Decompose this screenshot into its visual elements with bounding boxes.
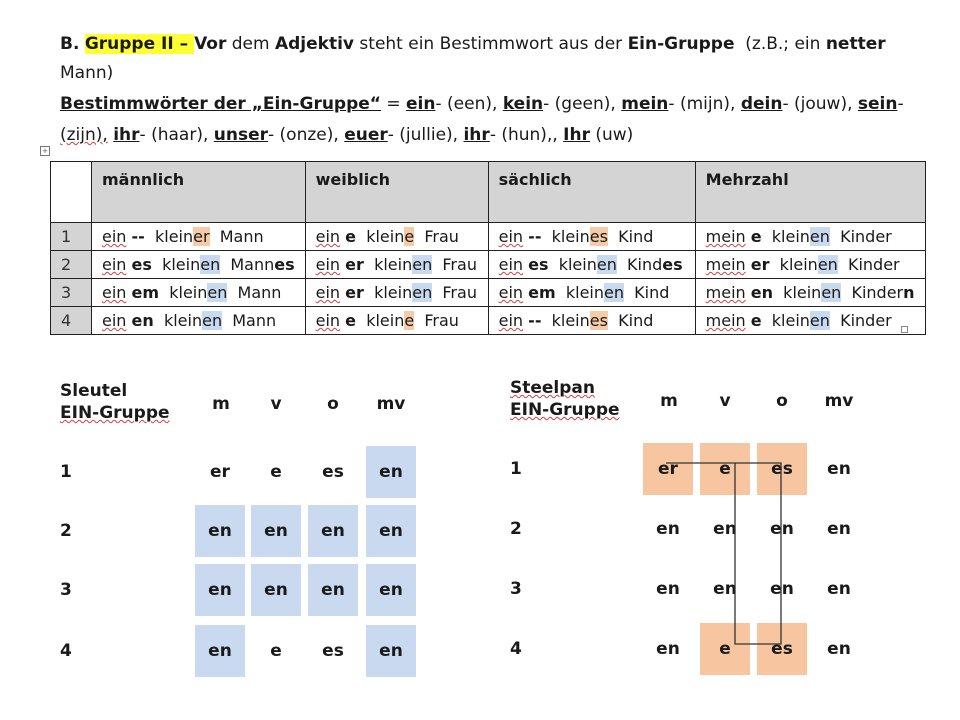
adjective: klein (169, 283, 208, 302)
adjective-ending: en (809, 227, 830, 246)
example-ein: ein (794, 34, 821, 54)
header-feminine: weiblich (305, 162, 488, 223)
word-mein: mein (621, 94, 669, 114)
noun: Frau (442, 283, 477, 302)
key-right-cell: en (656, 639, 680, 659)
key-right-cell: en (656, 519, 680, 539)
noun: Kind (634, 283, 670, 302)
key-right-cell: es (757, 623, 807, 675)
adjective-ending: e (404, 227, 415, 246)
key-left-cell: en (366, 446, 416, 498)
determiner: ein (315, 255, 341, 274)
determiner-ending: es (528, 255, 549, 274)
adjective-ending: en (412, 255, 433, 274)
key-left-header-mv: mv (376, 394, 406, 414)
key-left-cell: e (270, 641, 282, 661)
determiner-ending: er (345, 283, 364, 302)
determiner: ein (498, 311, 524, 330)
row-number: 4 (51, 307, 92, 335)
key-left-title-line2: EIN-Gruppe (60, 403, 170, 423)
adjective: klein (771, 311, 810, 330)
noun: Frau (424, 311, 459, 330)
intro-line-4: (zijn), ihr- (haar), unser- (onze), euer- (jullie), ihr- (hun),, Ihr (uw) (60, 125, 634, 145)
adjective-ending: er (193, 227, 210, 246)
adjective: klein (551, 311, 590, 330)
key-left-title-line1: Sleutel (60, 381, 128, 401)
word-sein: sein (857, 94, 898, 114)
adjective-ending: e (404, 311, 415, 330)
key-left-row-number: 3 (60, 580, 72, 600)
determiner: mein (705, 311, 746, 330)
key-right-cell: en (656, 579, 680, 599)
words-heading: Bestimmwörter der „Ein-Gruppe“ (60, 94, 381, 114)
group-label: Gruppe II – (85, 34, 194, 54)
determiner: ein (315, 227, 341, 246)
key-left-cell: en (308, 564, 358, 616)
determiner-ending: er (750, 255, 770, 274)
word-uw: (uw) (595, 125, 634, 145)
key-right-cell: en (827, 519, 851, 539)
key-left-cell: en (251, 505, 301, 557)
noun: Frau (442, 255, 477, 274)
key-left-cell: en (251, 564, 301, 616)
key-left-header-o: o (327, 394, 339, 414)
adjective: klein (558, 255, 597, 274)
example-open: (z.B.; (745, 34, 790, 54)
key-left-cell: en (366, 625, 416, 677)
determiner-ending: e (345, 227, 357, 246)
key-right-cell: en (770, 579, 794, 599)
adjective-ending: en (596, 255, 617, 274)
adjective: klein (771, 227, 810, 246)
noun: Kind (627, 255, 663, 274)
key-left-header-v: v (270, 394, 282, 414)
word-geen: - (geen), (543, 94, 616, 114)
key-right-cell: es (757, 443, 807, 495)
noun: Kinder (840, 311, 892, 330)
determiner-ending: -- (528, 311, 542, 330)
key-right-cell: en (827, 459, 851, 479)
word-mijn: - (mijn), (668, 94, 736, 114)
word-euer: euer (344, 125, 388, 145)
word-hun: - (hun), (489, 125, 553, 145)
word-een: - (een), (435, 94, 498, 114)
word-sein-dash: - (897, 94, 904, 114)
key-right-cell: en (770, 519, 794, 539)
determiner: ein (102, 283, 127, 302)
noun: Mann (232, 311, 277, 330)
key-right-row-number: 4 (510, 639, 522, 659)
adjective-ending: en (817, 255, 838, 274)
adjective: klein (374, 255, 413, 274)
determiner-ending: e (345, 311, 357, 330)
adjective: klein (154, 227, 194, 246)
adjective-ending: en (200, 255, 221, 274)
adjective: klein (374, 283, 413, 302)
word-ein: ein (406, 94, 436, 114)
adjective: klein (783, 283, 822, 302)
key-left-cell: en (195, 625, 245, 677)
adjective: klein (565, 283, 605, 302)
determiner-ending: e (750, 311, 762, 330)
determiner: ein (315, 283, 341, 302)
determiner: mein (705, 227, 746, 246)
word-adjektiv: Adjektiv (274, 34, 355, 54)
word-jullie: - (jullie), (387, 125, 459, 145)
example-mann: Mann) (60, 63, 114, 83)
noun: Kinder (847, 255, 900, 274)
word-onze: - (onze), (268, 125, 339, 145)
adjective-ending: en (604, 283, 624, 302)
determiner: ein (102, 311, 127, 330)
section-letter: B. (60, 34, 80, 54)
example-netter: netter (825, 34, 886, 54)
adjective: klein (366, 227, 405, 246)
key-left-cell: en (308, 505, 358, 557)
determiner-ending: -- (528, 227, 542, 246)
key-left-cell: er (210, 462, 230, 482)
key-left-row-number: 1 (60, 462, 72, 482)
noun: Mann (219, 227, 264, 246)
intro-text: steht ein Bestimmwort aus der (359, 34, 623, 54)
word-dem: dem (231, 34, 270, 54)
word-unser: unser (213, 125, 269, 145)
word-jouw: - (jouw), (782, 94, 853, 114)
key-left-cell: en (195, 505, 245, 557)
determiner-ending: -- (131, 227, 145, 246)
adjective-ending: en (207, 283, 228, 302)
adjective-ending: en (412, 283, 433, 302)
key-right-header-m: m (660, 391, 678, 411)
row-number: 1 (51, 223, 92, 251)
determiner: mein (705, 255, 746, 274)
equals-sign: = (380, 94, 407, 114)
adjective: klein (779, 255, 818, 274)
key-right-cell: e (700, 623, 750, 675)
row-number: 3 (51, 279, 92, 307)
key-right-title-line1: Steelpan (510, 378, 595, 398)
adjective-ending: en (809, 311, 830, 330)
key-left-cell: en (366, 505, 416, 557)
word-ein-gruppe: Ein-Gruppe (627, 34, 735, 54)
determiner: ein (498, 255, 524, 274)
noun: Kinder (851, 283, 904, 302)
determiner: ein (498, 283, 524, 302)
key-left-cell: en (366, 564, 416, 616)
noun-ending: es (274, 255, 295, 274)
word-vor: Vor (194, 34, 227, 54)
word-zijn: (zijn), (60, 125, 108, 145)
key-right-cell: en (827, 639, 851, 659)
key-left-cell: e (270, 462, 282, 482)
key-right-cell: er (643, 443, 693, 495)
noun: Kinder (840, 227, 892, 246)
adjective: klein (366, 311, 405, 330)
noun-ending: es (662, 255, 683, 274)
determiner-ending: em (131, 283, 160, 302)
word-haar: - (haar), (139, 125, 209, 145)
determiner-ending: em (528, 283, 556, 302)
key-right-cell: en (713, 519, 737, 539)
key-left-cell: es (322, 641, 344, 661)
determiner-ending: es (131, 255, 152, 274)
adjective-ending: en (202, 311, 223, 330)
key-right-cell: en (713, 579, 737, 599)
header-masculine: männlich (92, 162, 306, 223)
key-left-cell: es (322, 462, 344, 482)
determiner: ein (102, 255, 127, 274)
determiner: ein (102, 227, 127, 246)
determiner-ending: er (345, 255, 364, 274)
key-right-header-mv: mv (824, 391, 854, 411)
determiner: ein (498, 227, 524, 246)
header-neuter: sächlich (488, 162, 695, 223)
key-right-cell: e (700, 443, 750, 495)
determiner: ein (315, 311, 341, 330)
key-left-row-number: 4 (60, 641, 72, 661)
adjective-ending: en (821, 283, 842, 302)
adjective-ending: es (589, 227, 608, 246)
noun: Frau (424, 227, 459, 246)
determiner: mein (705, 283, 746, 302)
key-left-cell: en (195, 564, 245, 616)
determiner-ending: en (750, 283, 773, 302)
word-ihr-their: ihr (463, 125, 490, 145)
key-right-header-o: o (776, 391, 788, 411)
word-ihr-her: ihr (113, 125, 140, 145)
word-kein: kein (502, 94, 544, 114)
key-right-row-number: 2 (510, 519, 522, 539)
key-right-header-v: v (719, 391, 731, 411)
row-number: 2 (51, 251, 92, 279)
adjective: klein (162, 255, 201, 274)
key-right-title-line2: EIN-Gruppe (510, 400, 620, 420)
noun-ending: n (903, 283, 915, 302)
adjective: klein (551, 227, 590, 246)
determiner-ending: e (750, 227, 762, 246)
table-move-handle-icon[interactable]: + (40, 146, 50, 156)
header-plural: Mehrzahl (695, 162, 925, 223)
noun: Kind (618, 227, 654, 246)
noun: Mann (237, 283, 282, 302)
determiner-ending: en (131, 311, 154, 330)
adjective-ending: es (589, 311, 608, 330)
noun: Kind (618, 311, 654, 330)
adjective: klein (163, 311, 203, 330)
key-right-row-number: 3 (510, 579, 522, 599)
key-left-header-m: m (212, 394, 230, 414)
key-right-cell: en (827, 579, 851, 599)
key-left-row-number: 2 (60, 521, 72, 541)
word-ihr-formal: Ihr (563, 125, 590, 145)
word-dein: dein (740, 94, 783, 114)
noun: Mann (230, 255, 275, 274)
key-right-row-number: 1 (510, 459, 522, 479)
